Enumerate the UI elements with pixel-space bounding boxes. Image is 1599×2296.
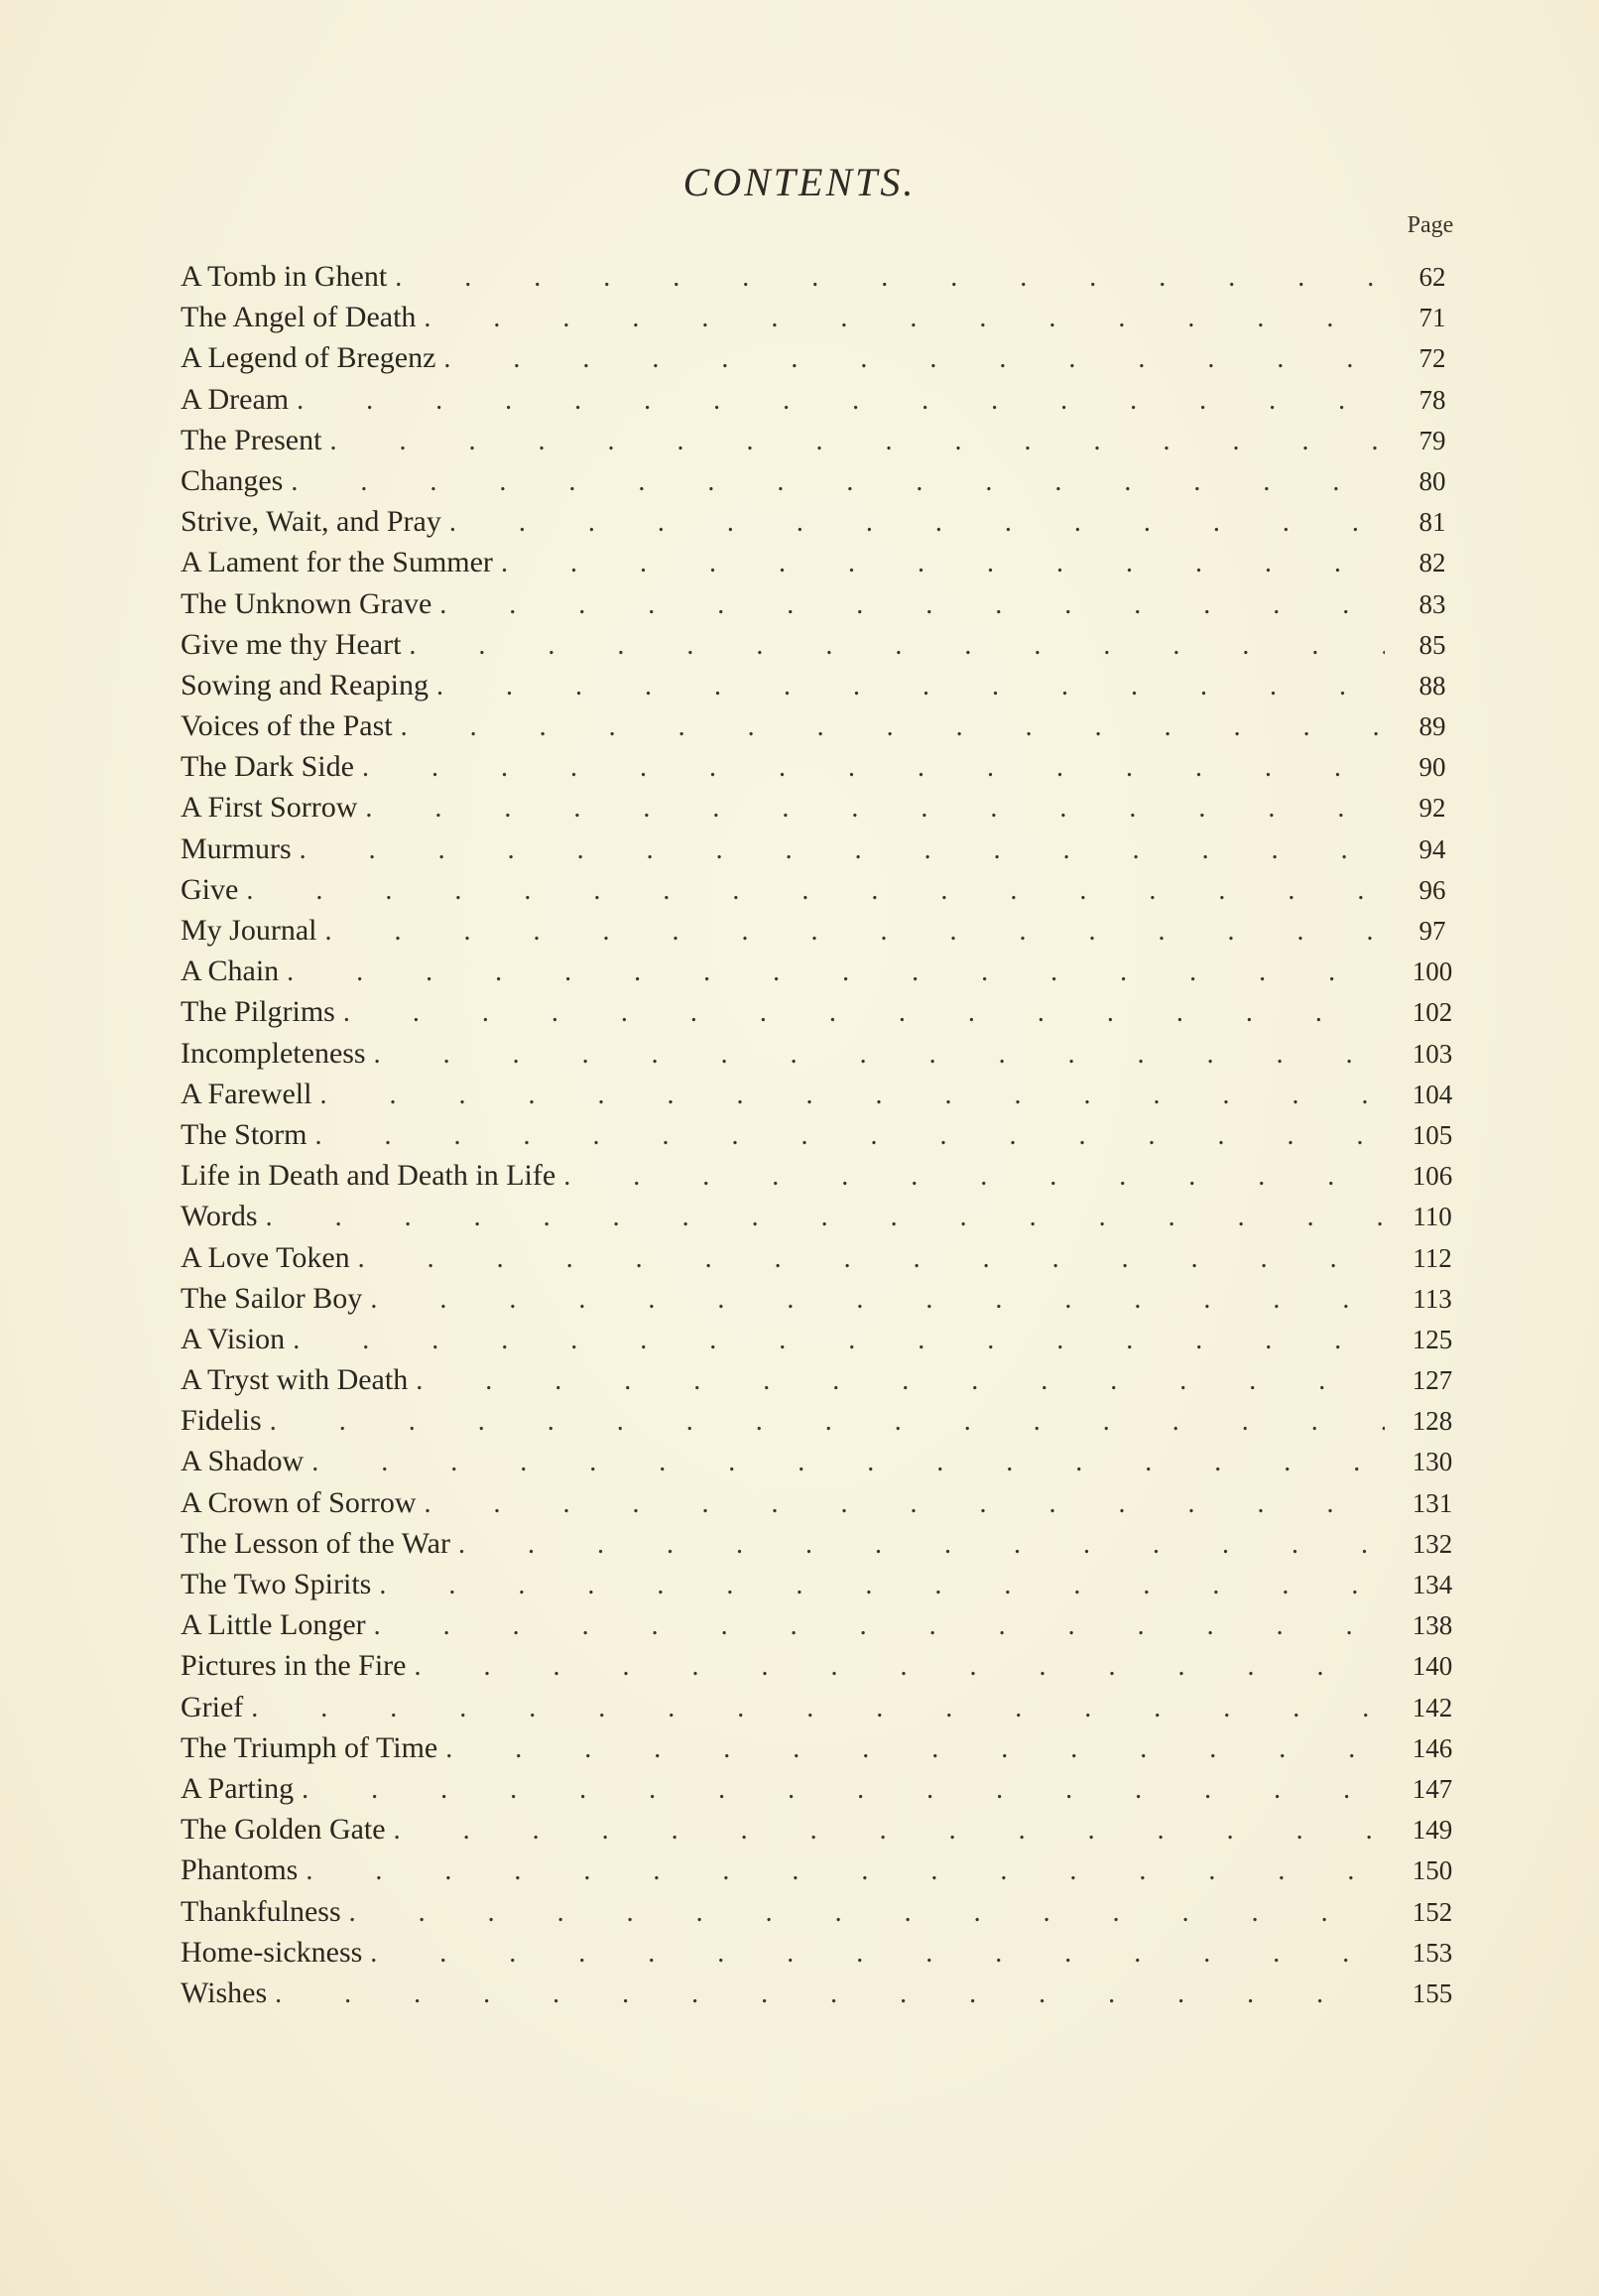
toc-entry-page-number: 134	[1412, 1570, 1453, 1599]
page-column-label: Page	[1407, 212, 1454, 238]
toc-entry-page-number: 83	[1418, 588, 1446, 619]
toc-entry-title: The Golden Gate	[181, 1813, 386, 1847]
toc-entry	[181, 301, 1480, 341]
dot-leader	[443, 343, 1385, 375]
toc-entry-page-number: 113	[1413, 1283, 1452, 1314]
toc-entry-title: A Legend of Bregenz	[181, 341, 436, 375]
toc-entry	[181, 1568, 1480, 1608]
toc-entry	[181, 1118, 1480, 1159]
dot-leader	[311, 1447, 1385, 1478]
toc-entry	[181, 1936, 1480, 1977]
toc-entry	[181, 260, 1480, 301]
toc-entry-title: Sowing and Reaping	[181, 668, 429, 702]
toc-entry-title: Changes	[181, 463, 284, 497]
toc-entry-title: The Dark Side	[181, 750, 354, 784]
dot-leader	[370, 1938, 1385, 1970]
toc-entry-page-number: 81	[1418, 507, 1446, 538]
dot-leader	[379, 1570, 1385, 1601]
toc-entry-page-number: 127	[1412, 1365, 1453, 1396]
toc-entry	[181, 1404, 1480, 1445]
toc-entry	[181, 995, 1480, 1036]
dot-leader	[329, 426, 1385, 457]
dot-leader	[300, 834, 1385, 866]
toc-entry-page-number: 130	[1412, 1447, 1453, 1477]
dot-leader	[414, 1651, 1385, 1683]
dot-leader	[395, 262, 1385, 294]
dot-leader	[425, 1488, 1386, 1520]
dot-leader	[266, 1202, 1385, 1233]
toc-entry-title: My Journal	[181, 914, 317, 947]
toc-entry	[181, 1691, 1480, 1731]
toc-entry	[181, 505, 1480, 546]
dot-leader	[251, 1693, 1385, 1724]
toc-entry	[181, 1282, 1480, 1323]
toc-entry-page-number: 62	[1418, 262, 1446, 292]
dot-leader	[439, 589, 1385, 621]
toc-entry-title: A Love Token	[181, 1240, 350, 1274]
toc-entry-title: A Tomb in Ghent	[181, 260, 388, 293]
toc-entry-title: A Vision	[181, 1322, 286, 1355]
toc-entry	[181, 1445, 1480, 1485]
toc-entry-title: The Triumph of Time	[181, 1730, 438, 1764]
toc-entry-page-number: 94	[1418, 833, 1446, 864]
toc-entry-title: The Storm	[181, 1117, 308, 1151]
toc-entry-page-number: 128	[1412, 1406, 1453, 1437]
table-of-contents	[181, 260, 1480, 2017]
toc-entry-page-number: 102	[1412, 997, 1453, 1028]
toc-entry-page-number: 85	[1418, 629, 1446, 660]
toc-entry-page-number: 110	[1413, 1202, 1452, 1232]
toc-entry-page-number: 155	[1412, 1977, 1453, 2008]
dot-leader	[449, 507, 1385, 539]
toc-entry-title: Pictures in the Fire	[181, 1649, 407, 1683]
toc-entry-title: A Farewell	[181, 1077, 312, 1110]
toc-entry-page-number: 152	[1412, 1896, 1453, 1927]
dot-leader	[424, 303, 1385, 334]
toc-entry-page-number: 90	[1418, 752, 1446, 783]
toc-entry	[181, 1486, 1480, 1527]
toc-entry-title: A Chain	[181, 955, 280, 988]
toc-entry	[181, 1772, 1480, 1813]
toc-entry-title: Voices of the Past	[181, 709, 393, 743]
toc-entry-page-number: 153	[1412, 1937, 1453, 1968]
toc-entry-page-number: 140	[1412, 1651, 1453, 1682]
toc-entry-page-number: 106	[1412, 1161, 1453, 1192]
toc-entry	[181, 750, 1480, 791]
toc-entry-page-number: 89	[1418, 711, 1446, 742]
toc-entry-page-number: 92	[1418, 793, 1446, 824]
dot-leader	[501, 548, 1385, 579]
dot-leader	[315, 1120, 1386, 1152]
dot-leader	[374, 1039, 1385, 1071]
toc-entry-title: Home-sickness	[181, 1935, 363, 1969]
toc-entry-title: Incompleteness	[181, 1036, 366, 1070]
toc-entry-page-number: 131	[1412, 1487, 1453, 1518]
toc-entry	[181, 914, 1480, 955]
toc-entry	[181, 1527, 1480, 1568]
dot-leader	[416, 1365, 1385, 1397]
toc-entry-page-number: 149	[1412, 1815, 1453, 1846]
toc-entry-title: A Little Longer	[181, 1608, 366, 1642]
dot-leader	[270, 1406, 1385, 1438]
toc-entry-title: A Dream	[181, 382, 290, 416]
toc-entry-page-number: 80	[1418, 465, 1446, 496]
toc-entry-title: A Lament for the Summer	[181, 546, 493, 579]
toc-entry-title: A Parting	[181, 1771, 295, 1805]
toc-entry-page-number: 104	[1412, 1079, 1453, 1109]
toc-entry	[181, 383, 1480, 424]
toc-entry-page-number: 132	[1412, 1528, 1453, 1559]
dot-leader	[401, 711, 1385, 743]
toc-entry-page-number: 96	[1418, 874, 1446, 905]
toc-entry	[181, 955, 1480, 995]
toc-entry-title: The Angel of Death	[181, 301, 417, 334]
toc-entry	[181, 1078, 1480, 1118]
toc-entry-title: The Present	[181, 423, 322, 456]
toc-entry	[181, 1037, 1480, 1078]
toc-entry	[181, 1241, 1480, 1282]
dot-leader	[370, 1284, 1385, 1316]
contents-heading: CONTENTS.	[682, 160, 917, 204]
toc-entry-title: Fidelis	[181, 1404, 262, 1438]
toc-entry	[181, 669, 1480, 709]
toc-entry-title: The Pilgrims	[181, 995, 335, 1029]
toc-entry	[181, 1977, 1480, 2017]
toc-entry	[181, 1895, 1480, 1936]
toc-entry-title: The Unknown Grave	[181, 586, 432, 620]
dot-leader	[319, 1080, 1385, 1111]
toc-entry-title: Thankfulness	[181, 1894, 341, 1928]
toc-entry-page-number: 125	[1412, 1324, 1453, 1354]
toc-entry-page-number: 97	[1418, 916, 1446, 946]
toc-entry	[181, 1813, 1480, 1853]
toc-entry-page-number: 71	[1418, 303, 1446, 333]
dot-leader	[362, 752, 1385, 784]
dot-leader	[291, 466, 1385, 498]
toc-entry-page-number: 150	[1412, 1855, 1453, 1886]
toc-entry-page-number: 79	[1418, 425, 1446, 455]
toc-entry-title: The Sailor Boy	[181, 1281, 363, 1315]
toc-entry	[181, 1608, 1480, 1649]
dot-leader	[374, 1610, 1385, 1642]
toc-entry-title: Give	[181, 872, 239, 906]
dot-leader	[365, 793, 1385, 825]
toc-entry-title: A Shadow	[181, 1445, 305, 1478]
toc-entry-page-number: 147	[1412, 1773, 1453, 1804]
toc-entry-page-number: 78	[1418, 384, 1446, 415]
toc-entry-title: Phantoms	[181, 1853, 299, 1887]
toc-entry	[181, 587, 1480, 628]
toc-entry	[181, 1853, 1480, 1894]
toc-entry-page-number: 100	[1412, 957, 1453, 987]
toc-entry-title: Strive, Wait, and Pray	[181, 505, 441, 539]
toc-entry	[181, 1323, 1480, 1363]
dot-leader	[563, 1161, 1385, 1193]
toc-entry-page-number: 103	[1412, 1038, 1453, 1069]
toc-entry	[181, 1649, 1480, 1690]
dot-leader	[394, 1815, 1385, 1847]
toc-entry	[181, 546, 1480, 586]
toc-entry	[181, 1363, 1480, 1404]
toc-entry	[181, 424, 1480, 464]
toc-entry-title: A First Sorrow	[181, 791, 358, 825]
dot-leader	[436, 671, 1385, 702]
toc-entry-title: The Two Spirits	[181, 1568, 372, 1600]
dot-leader	[302, 1774, 1385, 1806]
toc-entry	[181, 628, 1480, 669]
dot-leader	[325, 916, 1386, 948]
toc-entry-title: Words	[181, 1200, 258, 1233]
toc-entry-title: Grief	[181, 1690, 244, 1723]
toc-entry	[181, 1159, 1480, 1200]
toc-entry-page-number: 112	[1413, 1242, 1452, 1273]
toc-entry-title: Murmurs	[181, 831, 292, 865]
toc-entry-title: The Lesson of the War	[181, 1526, 450, 1560]
toc-entry	[181, 1200, 1480, 1240]
dot-leader	[275, 1978, 1385, 2010]
toc-entry-title: Give me thy Heart	[181, 627, 402, 661]
toc-entry-page-number: 82	[1418, 548, 1446, 578]
toc-entry	[181, 873, 1480, 914]
toc-entry	[181, 341, 1480, 382]
dot-leader	[297, 385, 1385, 417]
toc-entry-page-number: 138	[1412, 1610, 1453, 1641]
toc-entry-page-number: 142	[1412, 1692, 1453, 1722]
toc-entry-title: Life in Death and Death in Life	[181, 1159, 556, 1193]
dot-leader	[445, 1733, 1385, 1765]
toc-entry	[181, 832, 1480, 873]
dot-leader	[458, 1529, 1385, 1561]
toc-entry	[181, 1731, 1480, 1772]
dot-leader	[358, 1243, 1385, 1275]
toc-entry-title: Wishes	[181, 1976, 268, 2009]
toc-entry-title: A Crown of Sorrow	[181, 1485, 417, 1519]
toc-entry	[181, 791, 1480, 831]
toc-entry-page-number: 105	[1412, 1119, 1453, 1150]
dot-leader	[293, 1325, 1385, 1356]
toc-entry-page-number: 88	[1418, 670, 1446, 701]
dot-leader	[343, 997, 1385, 1029]
dot-leader	[246, 875, 1385, 907]
toc-entry	[181, 709, 1480, 750]
dot-leader	[306, 1855, 1385, 1887]
toc-entry	[181, 464, 1480, 505]
toc-entry-title: A Tryst with Death	[181, 1363, 409, 1397]
dot-leader	[287, 957, 1385, 988]
dot-leader	[349, 1897, 1385, 1929]
toc-entry-page-number: 72	[1418, 343, 1446, 374]
dot-leader	[409, 630, 1385, 662]
toc-entry-page-number: 146	[1412, 1732, 1453, 1763]
